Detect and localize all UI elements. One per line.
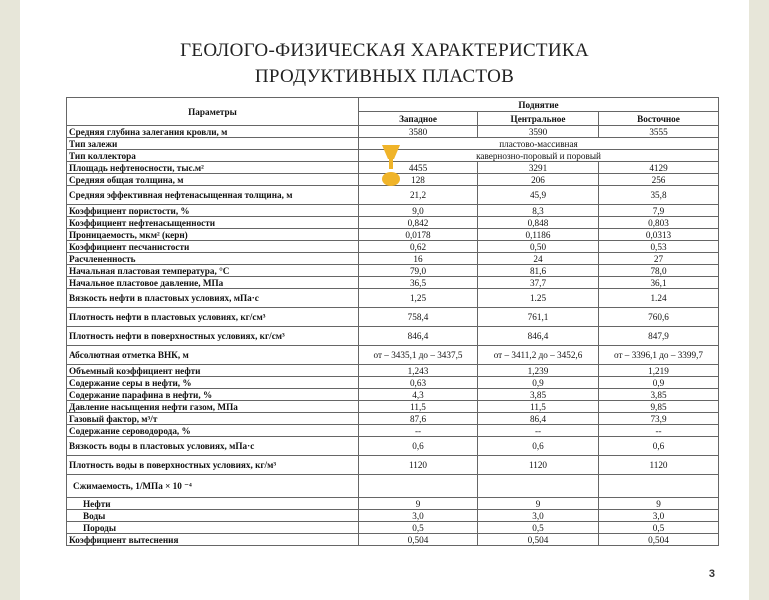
table-row — [67, 205, 719, 217]
value-cell: от – 3435,1 до – 3437,5 — [359, 346, 478, 365]
param-label: Коэффициент вытеснения — [67, 534, 359, 546]
value-cell: 1,219 — [599, 365, 719, 377]
value-cell: 37,7 — [478, 277, 599, 289]
value-cell: 760,6 — [599, 308, 719, 327]
value-cell: 1120 — [359, 456, 478, 475]
value-cell: 758,4 — [359, 308, 478, 327]
value-cell: -- — [478, 425, 599, 437]
value-cell: 0,53 — [599, 241, 719, 253]
table-row — [67, 401, 719, 413]
param-label: Вязкость нефти в пластовых условиях, мПа·с — [67, 289, 359, 308]
table-row — [67, 265, 719, 277]
value-cell: 3555 — [599, 126, 719, 138]
value-cell: 3,0 — [359, 510, 478, 522]
table-row — [67, 217, 719, 229]
table-row — [67, 277, 719, 289]
value-cell: 846,4 — [478, 327, 599, 346]
table-row — [67, 498, 719, 510]
param-label: Объемный коэффициент нефти — [67, 365, 359, 377]
value-cell: 73,9 — [599, 413, 719, 425]
value-cell: 4,3 — [359, 389, 478, 401]
value-cell: 24 — [478, 253, 599, 265]
param-label: Расчлененность — [67, 253, 359, 265]
value-cell: 45,9 — [478, 186, 599, 205]
param-label: Вязкость воды в пластовых условиях, мПа·с — [67, 437, 359, 456]
table-row — [67, 126, 719, 138]
table-row — [67, 327, 719, 346]
value-cell: 16 — [359, 253, 478, 265]
value-cell: 8,3 — [478, 205, 599, 217]
value-cell: 0,5 — [359, 522, 478, 534]
param-label: Содержание парафина в нефти, % — [67, 389, 359, 401]
value-cell: 0,1186 — [478, 229, 599, 241]
value-cell: 3,85 — [599, 389, 719, 401]
table-row — [67, 377, 719, 389]
value-cell: 11,5 — [359, 401, 478, 413]
param-label: Начальное пластовое давление, МПа — [67, 277, 359, 289]
value-cell: 9 — [599, 498, 719, 510]
value-cell: 21,2 — [359, 186, 478, 205]
value-cell: 36,5 — [359, 277, 478, 289]
value-cell: 3590 — [478, 126, 599, 138]
value-cell: 761,1 — [478, 308, 599, 327]
value-cell: 847,9 — [599, 327, 719, 346]
value-cell: 0,0178 — [359, 229, 478, 241]
table-row — [67, 413, 719, 425]
value-cell: 36,1 — [599, 277, 719, 289]
param-header: Параметры — [67, 98, 359, 126]
table-row — [67, 289, 719, 308]
value-cell: 0,848 — [478, 217, 599, 229]
param-label: Содержание сероводорода, % — [67, 425, 359, 437]
value-cell: 3,85 — [478, 389, 599, 401]
value-cell: 0,6 — [359, 437, 478, 456]
param-label: Плотность нефти в пластовых условиях, кг/см³ — [67, 308, 359, 327]
empty-cell — [478, 475, 599, 498]
column-header: Западное — [359, 112, 478, 126]
value-cell: 0,5 — [599, 522, 719, 534]
value-cell: 4129 — [599, 162, 719, 174]
slide-title — [20, 38, 749, 90]
value-cell: 0,504 — [599, 534, 719, 546]
value-cell: 846,4 — [359, 327, 478, 346]
value-cell: 9 — [359, 498, 478, 510]
value-cell: 0,6 — [478, 437, 599, 456]
value-cell: 3,0 — [478, 510, 599, 522]
value-cell: 0,62 — [359, 241, 478, 253]
value-cell: 35,8 — [599, 186, 719, 205]
value-cell: 1120 — [478, 456, 599, 475]
table-row — [67, 229, 719, 241]
value-cell: 11,5 — [478, 401, 599, 413]
compress-header: Сжимаемость, 1/МПа × 10 ⁻⁴ — [67, 475, 359, 498]
param-label: Плотность нефти в поверхностных условиях, кг/см³ — [67, 327, 359, 346]
param-label: Породы — [67, 522, 359, 534]
value-cell: 1.24 — [599, 289, 719, 308]
value-cell: 206 — [478, 174, 599, 186]
value-cell: 0,9 — [478, 377, 599, 389]
value-cell: 3580 — [359, 126, 478, 138]
param-label: Начальная пластовая температура, °С — [67, 265, 359, 277]
param-label: Плотность воды в поверхностных условиях, кг/м³ — [67, 456, 359, 475]
table-row — [67, 456, 719, 475]
table-row — [67, 425, 719, 437]
title-line-1: ГЕОЛОГО-ФИЗИЧЕСКАЯ ХАРАКТЕРИСТИКА — [180, 40, 589, 61]
param-label: Проницаемость, мкм² (керн) — [67, 229, 359, 241]
param-label: Коэффициент нефтенасыщенности — [67, 217, 359, 229]
value-cell: 7,9 — [599, 205, 719, 217]
value-cell: 0,63 — [359, 377, 478, 389]
value-cell: 1120 — [599, 456, 719, 475]
empty-cell — [599, 475, 719, 498]
value-cell: 3291 — [478, 162, 599, 174]
group-header: Поднятие — [359, 98, 719, 112]
value-cell: 9 — [478, 498, 599, 510]
value-cell: от – 3411,2 до – 3452,6 — [478, 346, 599, 365]
param-label: Средняя глубина залегания кровли, м — [67, 126, 359, 138]
table-row — [67, 522, 719, 534]
value-cell: 86,4 — [478, 413, 599, 425]
param-label: Тип залежи — [67, 138, 359, 150]
value-cell: 3,0 — [599, 510, 719, 522]
table-header-row — [67, 98, 719, 112]
table-row — [67, 186, 719, 205]
column-header: Центральное — [478, 112, 599, 126]
param-label: Коэффициент песчанистости — [67, 241, 359, 253]
pin-icon — [380, 143, 402, 187]
table-row — [67, 534, 719, 546]
table-row — [67, 241, 719, 253]
value-cell: 9,0 — [359, 205, 478, 217]
param-label: Площадь нефтеносности, тыс.м² — [67, 162, 359, 174]
value-cell: 128 — [359, 174, 478, 186]
value-cell: 78,0 — [599, 265, 719, 277]
value-cell: 87,6 — [359, 413, 478, 425]
page-number: 3 — [708, 568, 715, 580]
value-cell: 0,504 — [359, 534, 478, 546]
value-cell: -- — [359, 425, 478, 437]
value-cell: 0,9 — [599, 377, 719, 389]
column-header: Восточное — [599, 112, 719, 126]
table-row — [67, 389, 719, 401]
empty-cell — [359, 475, 478, 498]
value-cell: 9,85 — [599, 401, 719, 413]
table-row — [67, 346, 719, 365]
value-cell: 1,243 — [359, 365, 478, 377]
param-label: Средняя общая толщина, м — [67, 174, 359, 186]
param-label: Давление насыщения нефти газом, МПа — [67, 401, 359, 413]
param-label: Тип коллектора — [67, 150, 359, 162]
value-cell: 256 — [599, 174, 719, 186]
table-row — [67, 365, 719, 377]
value-cell: 0,803 — [599, 217, 719, 229]
value-cell: 0,5 — [478, 522, 599, 534]
value-cell: 1,239 — [478, 365, 599, 377]
value-cell: 0,50 — [478, 241, 599, 253]
value-cell: от – 3396,1 до – 3399,7 — [599, 346, 719, 365]
value-cell: 27 — [599, 253, 719, 265]
title-line-2: ПРОДУКТИВНЫХ ПЛАСТОВ — [254, 66, 515, 87]
value-cell: 0,842 — [359, 217, 478, 229]
value-cell: 1,25 — [359, 289, 478, 308]
param-label: Абсолютная отметка ВНК, м — [67, 346, 359, 365]
param-label: Газовый фактор, м³/т — [67, 413, 359, 425]
param-label: Коэффициент пористости, % — [67, 205, 359, 217]
value-cell: -- — [599, 425, 719, 437]
table-row — [67, 437, 719, 456]
param-label: Воды — [67, 510, 359, 522]
value-cell: 0,6 — [599, 437, 719, 456]
table-row — [67, 253, 719, 265]
value-cell: 0,504 — [478, 534, 599, 546]
value-cell: 4455 — [359, 162, 478, 174]
slide — [20, 0, 749, 600]
table-row — [67, 510, 719, 522]
compress-header-row — [67, 475, 719, 498]
value-cell: 79,0 — [359, 265, 478, 277]
value-cell: 1.25 — [478, 289, 599, 308]
table-row — [67, 308, 719, 327]
span-value-cell: пластово-массивная — [359, 138, 719, 150]
param-label: Нефти — [67, 498, 359, 510]
value-cell: 81,6 — [478, 265, 599, 277]
param-label: Содержание серы в нефти, % — [67, 377, 359, 389]
param-label: Средняя эффективная нефтенасыщенная толщина, м — [67, 186, 359, 205]
span-value-cell: кавернозно-поровый и поровый — [359, 150, 719, 162]
value-cell: 0,0313 — [599, 229, 719, 241]
